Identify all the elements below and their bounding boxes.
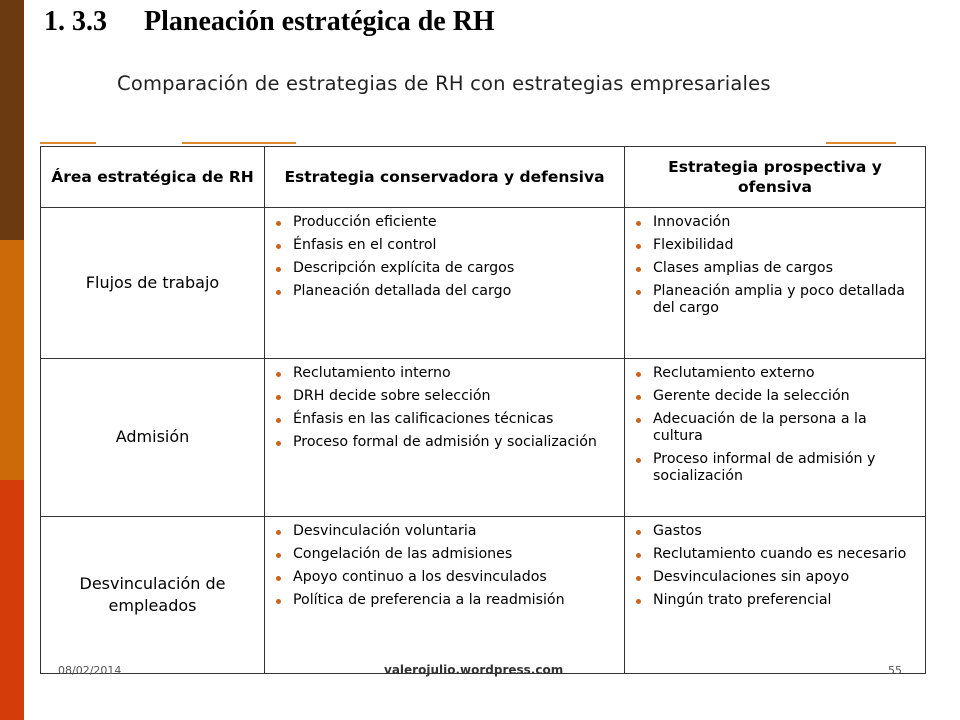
footer-site: valerojulio.wordpress.com xyxy=(384,663,564,677)
row-area: Flujos de trabajo xyxy=(41,208,265,359)
bullet-list xyxy=(625,517,925,609)
header-prospective: Estrategia prospectiva y ofensiva xyxy=(625,147,926,208)
prospective-cell xyxy=(625,208,926,359)
list-item: Producción eficiente xyxy=(293,214,614,231)
table-header-row xyxy=(41,147,926,208)
row-area: Admisión xyxy=(41,359,265,517)
list-item: Reclutamiento cuando es necesario xyxy=(653,546,915,563)
list-item: Planeación detallada del cargo xyxy=(293,283,614,300)
accent-line xyxy=(826,142,896,144)
list-item: Descripción explícita de cargos xyxy=(293,260,614,277)
list-item: Desvinculación voluntaria xyxy=(293,523,614,540)
header-conservative: Estrategia conservadora y defensiva xyxy=(265,147,625,208)
list-item: Clases amplias de cargos xyxy=(653,260,915,277)
bullet-list xyxy=(625,359,925,485)
accent-line xyxy=(182,142,296,144)
title-text: Planeación estratégica de RH xyxy=(144,6,495,37)
list-item: DRH decide sobre selección xyxy=(293,388,614,405)
slide-subtitle: Comparación de estrategias de RH con estrategias empresariales xyxy=(117,72,771,95)
strategy-comparison-table xyxy=(40,146,925,674)
prospective-cell xyxy=(625,359,926,517)
conservative-cell xyxy=(265,208,625,359)
list-item: Política de preferencia a la readmisión xyxy=(293,592,614,609)
list-item: Reclutamiento externo xyxy=(653,365,915,382)
list-item: Apoyo continuo a los desvinculados xyxy=(293,569,614,586)
list-item: Flexibilidad xyxy=(653,237,915,254)
row-area: Desvinculación de empleados xyxy=(41,517,265,674)
bullet-list xyxy=(265,359,624,451)
conservative-cell xyxy=(265,517,625,674)
header-area: Área estratégica de RH xyxy=(41,147,265,208)
list-item: Proceso informal de admisión y socialización xyxy=(653,451,915,485)
prospective-cell xyxy=(625,517,926,674)
bullet-list xyxy=(265,208,624,300)
page-number: 55 xyxy=(888,664,902,677)
sidebar-block-middle xyxy=(0,240,24,480)
list-item: Reclutamiento interno xyxy=(293,365,614,382)
slide-title xyxy=(44,6,495,38)
section-number: 1. 3.3 xyxy=(44,6,107,37)
sidebar-block-bottom xyxy=(0,480,24,720)
list-item: Gastos xyxy=(653,523,915,540)
conservative-cell xyxy=(265,359,625,517)
table-row xyxy=(41,208,926,359)
bullet-list xyxy=(265,517,624,609)
list-item: Gerente decide la selección xyxy=(653,388,915,405)
list-item: Ningún trato preferencial xyxy=(653,592,915,609)
list-item: Planeación amplia y poco detallada del cargo xyxy=(653,283,915,317)
table-row xyxy=(41,517,926,674)
bullet-list xyxy=(625,208,925,317)
list-item: Adecuación de la persona a la cultura xyxy=(653,411,915,445)
table-row xyxy=(41,359,926,517)
list-item: Proceso formal de admisión y socialización xyxy=(293,434,614,451)
list-item: Énfasis en las calificaciones técnicas xyxy=(293,411,614,428)
list-item: Desvinculaciones sin apoyo xyxy=(653,569,915,586)
footer-date: 08/02/2014 xyxy=(58,664,122,677)
sidebar-block-top xyxy=(0,0,24,240)
accent-line xyxy=(40,142,96,144)
list-item: Innovación xyxy=(653,214,915,231)
list-item: Énfasis en el control xyxy=(293,237,614,254)
list-item: Congelación de las admisiones xyxy=(293,546,614,563)
